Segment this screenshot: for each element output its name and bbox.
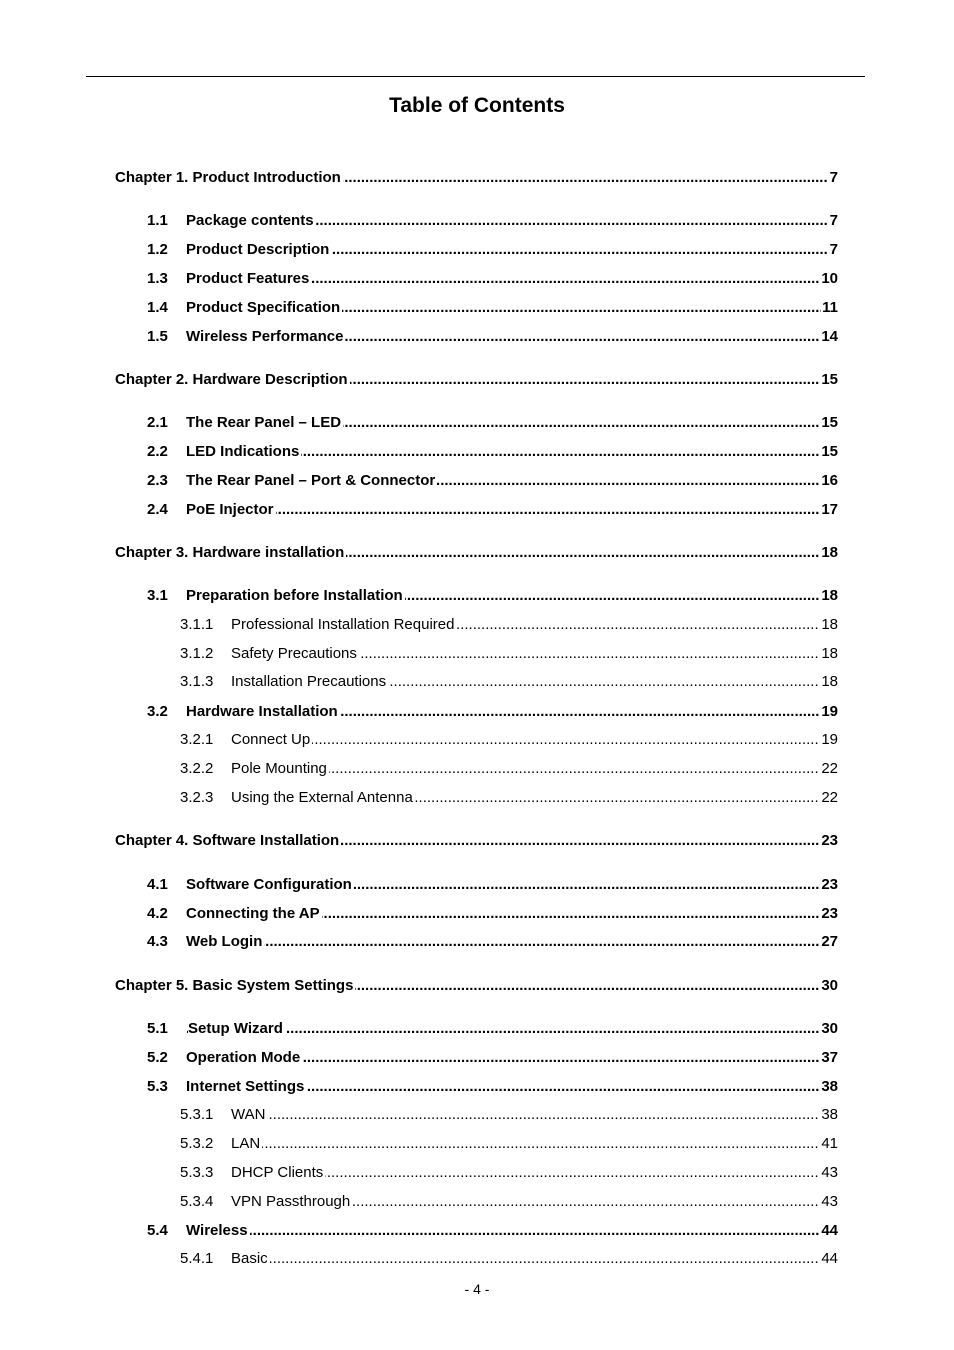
toc-entry-page: 43	[821, 1164, 838, 1181]
toc-entry-label: Installation Precautions	[231, 673, 387, 690]
toc-entry-page: 41	[821, 1135, 838, 1152]
toc-entry-page: 27	[821, 933, 838, 950]
toc-entry-page: 15	[821, 414, 838, 431]
toc-entry-number: 3.1.1	[180, 616, 214, 633]
toc-entry[interactable]	[0, 500, 954, 520]
toc-entry-page: 16	[821, 472, 838, 489]
toc-entry[interactable]	[0, 543, 954, 563]
toc-entry-page: 7	[829, 169, 838, 186]
toc-entry[interactable]	[0, 1192, 954, 1212]
toc-entry-page: 18	[821, 587, 838, 604]
toc-entry-label: Chapter 2. Hardware Description	[115, 371, 348, 388]
toc-entry-number: 3.1.3	[180, 673, 214, 690]
toc-entry[interactable]	[0, 644, 954, 664]
toc-entry-page: 23	[821, 876, 838, 893]
toc-entry-page: 38	[821, 1078, 838, 1095]
toc-entry-label: Operation Mode	[186, 1049, 301, 1066]
toc-entry-number: 4.1	[147, 876, 168, 893]
toc-entry[interactable]	[0, 442, 954, 462]
toc-entry-number: 2.3	[147, 472, 168, 489]
toc-entry-number: 3.1	[147, 587, 168, 604]
toc-entry[interactable]	[0, 1163, 954, 1183]
toc-entry[interactable]	[0, 1048, 954, 1068]
toc-entry[interactable]	[0, 1019, 954, 1039]
header-rule	[86, 76, 865, 77]
toc-entry-page: 18	[821, 645, 838, 662]
toc-entry-page: 19	[821, 703, 838, 720]
toc-entry[interactable]	[0, 730, 954, 750]
toc-entry-number: 5.3.2	[180, 1135, 214, 1152]
toc-entry[interactable]	[0, 976, 954, 996]
toc-entry-number: 1.5	[147, 328, 168, 345]
toc-entry-label: Chapter 4. Software Installation	[115, 832, 340, 849]
toc-entry[interactable]	[0, 298, 954, 318]
toc-entry-number: 2.2	[147, 443, 168, 460]
toc-entry[interactable]	[0, 788, 954, 808]
toc-entry-label: Basic	[231, 1250, 268, 1267]
toc-entry-label: The Rear Panel – Port & Connector	[186, 472, 436, 489]
toc-entry-label: Chapter 1. Product Introduction	[115, 169, 341, 186]
toc-entry-page: 11	[822, 299, 838, 316]
toc-entry-page: 37	[821, 1049, 838, 1066]
toc-entry-number: 5.1	[147, 1020, 168, 1037]
toc-entry-number: 5.2	[147, 1049, 168, 1066]
toc-entry-number: 1.1	[147, 212, 168, 229]
toc-entry[interactable]	[0, 932, 954, 952]
toc-entry-page: 22	[821, 760, 838, 777]
toc-entry-page: 18	[821, 616, 838, 633]
toc-entry-page: 43	[821, 1193, 838, 1210]
toc-entry-label: Hardware Installation	[186, 703, 338, 720]
toc-entry[interactable]	[0, 1105, 954, 1125]
toc-entry-label: Wireless	[186, 1222, 248, 1239]
toc-entry-label: Internet Settings	[186, 1078, 305, 1095]
toc-entry[interactable]	[0, 413, 954, 433]
toc-entry-page: 14	[821, 328, 838, 345]
toc-entry-page: 18	[821, 673, 838, 690]
toc-entry-label: DHCP Clients	[231, 1164, 324, 1181]
toc-entry-label: Connecting the AP	[186, 905, 320, 922]
toc-leader-dots	[231, 1249, 828, 1269]
toc-entry-page: 17	[821, 501, 838, 518]
toc-entry[interactable]	[0, 471, 954, 491]
toc-entry-number: 3.1.2	[180, 645, 214, 662]
toc-entry-label: WAN	[231, 1106, 266, 1123]
toc-entry[interactable]	[0, 702, 954, 722]
toc-entry-number: 5.3.3	[180, 1164, 214, 1181]
page-number: - 4 -	[464, 1281, 490, 1297]
toc-leader-dots	[186, 500, 828, 520]
toc-entry-page: 23	[821, 905, 838, 922]
toc-entry[interactable]	[0, 672, 954, 692]
toc-entry-label: LED Indications	[186, 443, 300, 460]
toc-entry-number: 1.2	[147, 241, 168, 258]
toc-leader-dots	[186, 932, 828, 952]
toc-entry-number: 4.3	[147, 933, 168, 950]
toc-entry[interactable]	[0, 1077, 954, 1097]
toc-entry-number: 5.3	[147, 1078, 168, 1095]
toc-entry-page: 44	[821, 1250, 838, 1267]
toc-entry-number: 4.2	[147, 905, 168, 922]
toc-entry-number: 3.2	[147, 703, 168, 720]
toc-entry-label: VPN Passthrough	[231, 1193, 351, 1210]
toc-entry-label: The Rear Panel – LED	[186, 414, 342, 431]
toc-leader-dots	[231, 1134, 828, 1154]
toc-entry-page: 30	[821, 1020, 838, 1037]
toc-entry-page: 19	[821, 731, 838, 748]
toc-entry[interactable]	[0, 904, 954, 924]
toc-entry[interactable]	[0, 831, 954, 851]
toc-entry-page: 38	[821, 1106, 838, 1123]
toc-entry-number: 5.4.1	[180, 1250, 214, 1267]
toc-entry-page: 10	[821, 270, 838, 287]
toc-entry-label: Product Specification	[186, 299, 341, 316]
toc-entry-number: 3.2.2	[180, 760, 214, 777]
toc-entry-label: Product Description	[186, 241, 330, 258]
toc-entry-label: Professional Installation Required	[231, 616, 455, 633]
toc-entry-number: 5.3.1	[180, 1106, 214, 1123]
toc-entry-number: 5.4	[147, 1222, 168, 1239]
toc-entry-page: 15	[821, 371, 838, 388]
toc-entry-page: 15	[821, 443, 838, 460]
toc-leader-dots	[231, 730, 828, 750]
toc-entry[interactable]	[0, 240, 954, 260]
toc-entry-label: Wireless Performance	[186, 328, 344, 345]
toc-entry-label: Product Features	[186, 270, 310, 287]
toc-entry[interactable]	[0, 370, 954, 390]
toc-entry-page: 7	[829, 212, 838, 229]
toc-entry[interactable]	[0, 168, 954, 188]
toc-entry-number: 1.3	[147, 270, 168, 287]
toc-entry-page: 23	[821, 832, 838, 849]
toc-entry-number: 5.3.4	[180, 1193, 214, 1210]
toc-entry-page: 22	[821, 789, 838, 806]
toc-leader-dots	[186, 1221, 828, 1241]
toc-entry[interactable]	[0, 875, 954, 895]
toc-entry-label: Chapter 5. Basic System Settings	[115, 977, 354, 994]
toc-entry[interactable]	[0, 615, 954, 635]
toc-entry-number: 2.4	[147, 501, 168, 518]
toc-entry-label: Pole Mounting	[231, 760, 327, 777]
toc-entry-label: Software Configuration	[186, 876, 352, 893]
toc-entry-label: Connect Up	[231, 731, 311, 748]
toc-leader-dots	[231, 1105, 828, 1125]
toc-entry-number: 2.1	[147, 414, 168, 431]
toc-entry[interactable]	[0, 269, 954, 289]
toc-entry-label: LAN	[231, 1135, 261, 1152]
toc-entry[interactable]	[0, 586, 954, 606]
toc-entry-label: Preparation before Installation	[186, 587, 403, 604]
toc-entry[interactable]	[0, 327, 954, 347]
toc-entry-label: Using the External Antenna	[231, 789, 413, 806]
toc-entry-page: 7	[829, 241, 838, 258]
toc-entry-number: 3.2.3	[180, 789, 214, 806]
toc-entry[interactable]	[0, 1249, 954, 1269]
toc-entry-label: PoE Injector	[186, 501, 274, 518]
toc-entry-label: Setup Wizard	[188, 1020, 283, 1037]
toc-entry-page: 44	[821, 1222, 838, 1239]
toc-entry[interactable]	[0, 759, 954, 779]
toc-entry-number: 3.2.1	[180, 731, 214, 748]
toc-entry[interactable]	[0, 1134, 954, 1154]
page-title: Table of Contents	[389, 94, 565, 117]
toc-entry-page: 18	[821, 544, 838, 561]
toc-entry-label: Safety Precautions	[231, 645, 357, 662]
toc-entry-label: Chapter 3. Hardware installation	[115, 544, 345, 561]
toc-entry-number: 1.4	[147, 299, 168, 316]
toc-entry[interactable]	[0, 1221, 954, 1241]
toc-entry-label: Web Login	[186, 933, 263, 950]
toc-entry-label: Package contents	[186, 212, 314, 229]
toc-entry-page: 30	[821, 977, 838, 994]
toc-entry[interactable]	[0, 211, 954, 231]
